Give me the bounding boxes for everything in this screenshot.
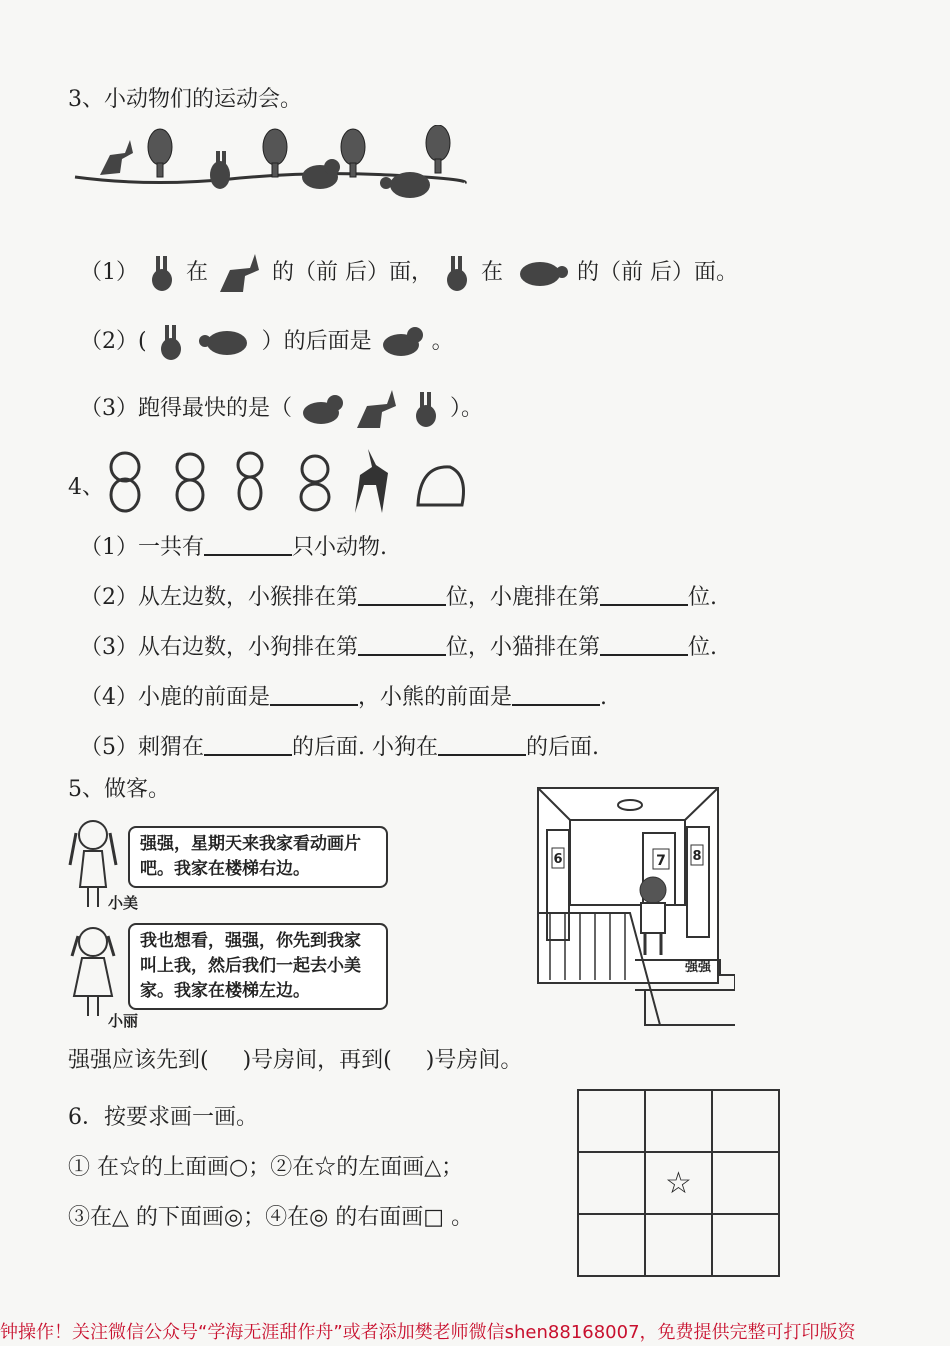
rabbit-icon (440, 254, 474, 292)
q4-line4: （4）小鹿的前面是 ，小熊的前面是 . (80, 680, 607, 711)
grid-cell[interactable] (645, 1090, 712, 1152)
tree-icon (148, 129, 172, 177)
turtle-icon (510, 256, 570, 290)
answer-blank[interactable] (512, 682, 600, 706)
grid-cell[interactable] (578, 1214, 645, 1276)
q3-line3: （3）跑得最快的是（ ）。 (80, 388, 483, 430)
girl-name-xiaomei: 小美 (108, 894, 139, 912)
tree-icon (341, 129, 365, 177)
speech-bubble-xiaomei: 强强，星期天来我家看动画片吧。我家在楼梯右边。 (128, 826, 388, 888)
drawing-grid (577, 1089, 780, 1277)
speech-bubble-xiaoli: 我也想看，强强，你先到我家叫上我，然后我们一起去小美家。我家在楼梯左边。 (128, 923, 388, 1010)
deer-icon (355, 449, 388, 513)
q3-line1: （1） 在 的（前 后）面， 在 的（前 后）面。 (80, 252, 738, 294)
grid-cell[interactable] (578, 1152, 645, 1214)
q6-title: 6．按要求画一画。 (68, 1105, 258, 1130)
door-number-6: 6 (553, 852, 563, 867)
grid-cell[interactable] (712, 1152, 779, 1214)
deer-icon (100, 140, 133, 175)
hedgehog-icon (418, 467, 464, 505)
answer-blank[interactable] (358, 582, 446, 606)
q4-line1: （1）一共有 只小动物. (80, 530, 387, 561)
rabbit-icon (154, 323, 188, 361)
animal-race-illustration (70, 125, 470, 210)
girl-xiaoli-illustration (66, 922, 121, 1022)
answer-blank[interactable] (358, 632, 446, 656)
grid-cell[interactable] (712, 1090, 779, 1152)
cat-icon (379, 325, 425, 359)
deer-icon (215, 252, 265, 294)
grid-cell[interactable] (645, 1214, 712, 1276)
turtle-icon (195, 325, 255, 359)
q5-answer-line: 强强应该先到( )号房间，再到( )号房间。 (68, 1048, 523, 1073)
door-number-8: 8 (692, 849, 702, 864)
q5-title: 5、做客。 (68, 777, 170, 802)
cat-icon (302, 159, 340, 189)
tree-icon (426, 125, 450, 173)
q4-line3: （3）从右边数，小狗排在第 位，小猫排在第 位. (80, 630, 717, 661)
q6-instruction-2: ③在△ 的下面画◎；④在◎ 的右面画□ 。 (68, 1205, 474, 1230)
answer-blank[interactable] (270, 682, 358, 706)
hallway-stairs-illustration (535, 785, 735, 1035)
bear-icon (177, 454, 203, 510)
deer-icon (352, 388, 402, 430)
answer-blank[interactable] (600, 632, 688, 656)
rabbit-icon (210, 151, 230, 189)
q3-line2: （2）( ）的后面是 。 (80, 323, 454, 361)
answer-blank[interactable] (600, 582, 688, 606)
q4-line2: （2）从左边数，小猴排在第 位，小鹿排在第 位. (80, 580, 717, 611)
answer-blank[interactable] (204, 532, 292, 556)
q4-line5: （5）刺猬在 的后面. 小狗在 的后面. (80, 730, 599, 761)
q3-title: 3、小动物们的运动会。 (68, 87, 302, 112)
q4-title: 4、 (68, 475, 104, 500)
dog-icon (301, 456, 329, 510)
tree-icon (263, 129, 287, 177)
rabbit-icon (409, 390, 443, 428)
footer-promo-text: 钟操作！关注微信公众号“学海无涯甜作舟”或者添加樊老师微信shen88168007，免费提供完整可打印版资 (0, 1322, 856, 1343)
girl-name-xiaoli: 小丽 (108, 1012, 139, 1030)
animal-lineup-illustration (100, 445, 480, 515)
grid-cell[interactable] (578, 1090, 645, 1152)
cat-icon (299, 391, 345, 427)
cat-icon (111, 453, 139, 511)
monkey-icon (238, 453, 262, 509)
answer-blank[interactable] (438, 732, 526, 756)
q6-instruction-1: ① 在☆的上面画○；②在☆的左面画△； (68, 1155, 464, 1180)
grid-cell[interactable] (712, 1214, 779, 1276)
boy-name-label: 强强 (685, 960, 712, 975)
grid-cell-star[interactable]: ☆ (645, 1152, 712, 1214)
answer-blank[interactable] (204, 732, 292, 756)
rabbit-icon (145, 254, 179, 292)
door-number-7: 7 (656, 853, 666, 869)
